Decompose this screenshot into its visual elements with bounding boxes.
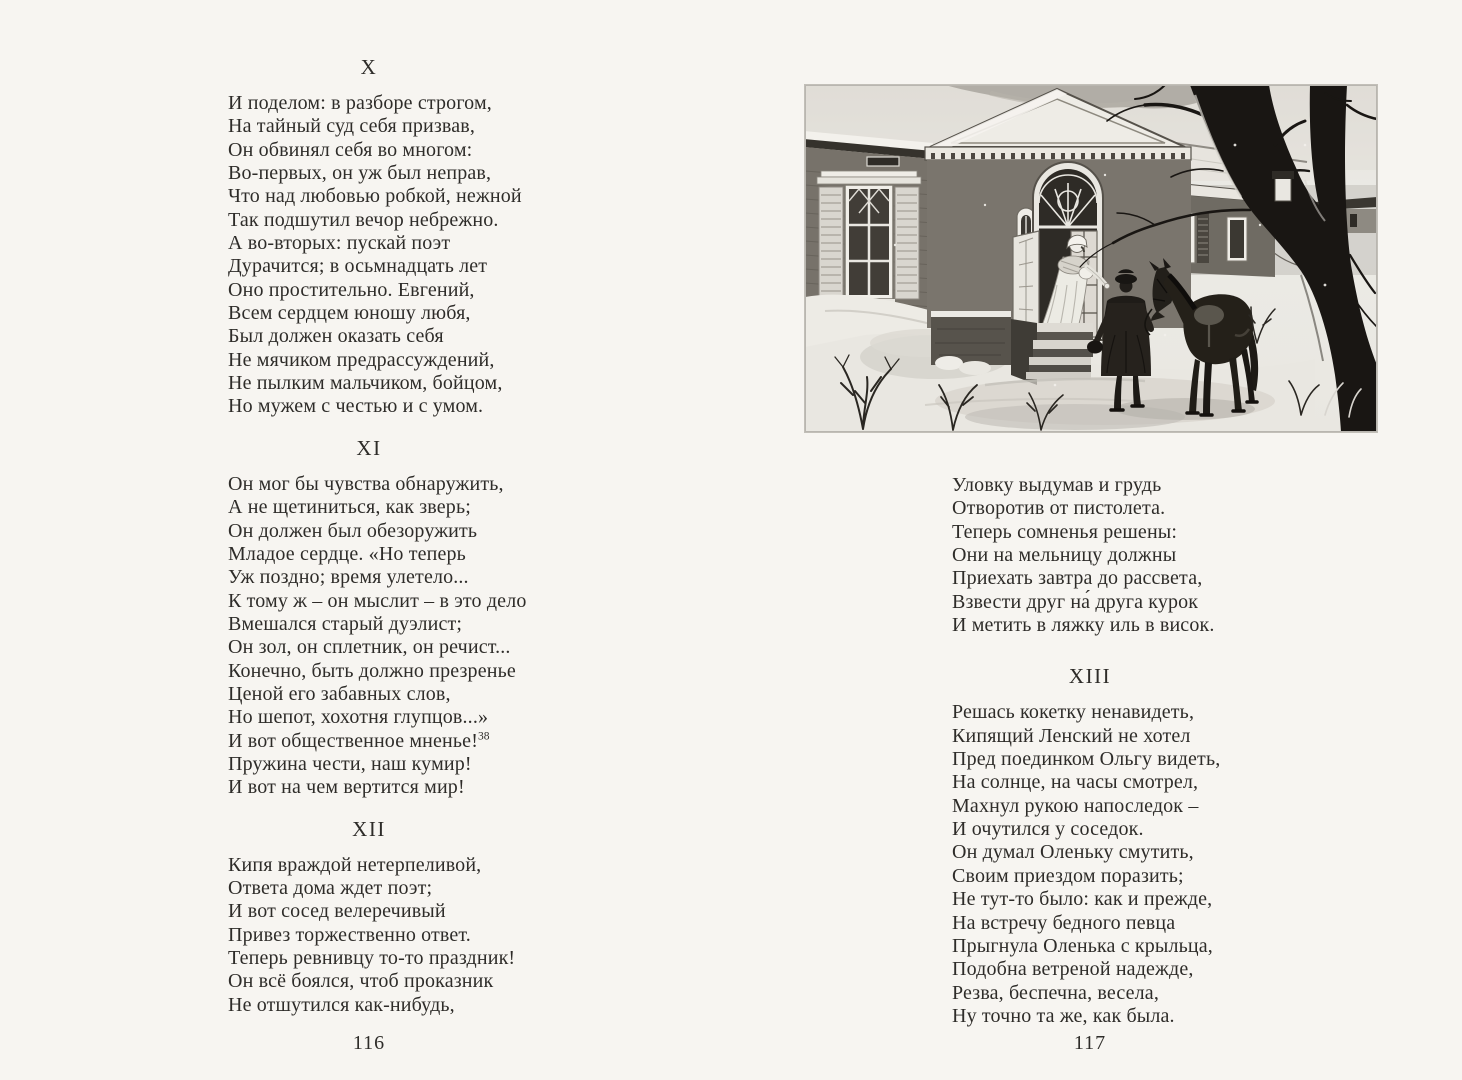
poem-line: Теперь сомненья решены: [952,520,1178,543]
poem-line: Резва, беспечна, весела, [952,981,1159,1004]
poem-line: Всем сердцем юношу любя, [228,302,471,325]
poem-line: И вот сосед велеречивый [228,900,446,923]
poem-line: Он думал Оленьку смутить, [952,841,1194,864]
poem-line: Приехать завтра до рассвета, [952,567,1203,590]
poem-line: Но шепот, хохотня глупцов...» [228,706,489,729]
poem-line: Ну точно та же, как была. [952,1004,1175,1027]
poem-line: Привез торжественно ответ. [228,923,471,946]
illustration-winter-manor-scene [805,85,1377,432]
poem-line: К тому ж – он мыслит – в это дело [228,589,527,612]
left-window [817,171,921,304]
poem-line: А не щетиниться, как зверь; [228,496,471,519]
poem-line: Уж поздно; время улетело... [228,566,469,589]
right-page-text-column [952,474,1228,1028]
page-number-left: 116 [352,1032,386,1054]
poem-line: Так подшутил вечор небрежно. [228,208,499,231]
poem-line: Был должен оказать себя [228,325,444,348]
poem-line: Кипя враждой нетерпеливой, [228,853,482,876]
poem-line: На встречу бедного певца [952,911,1176,934]
poem-line: На солнце, на часы смотрел, [952,771,1199,794]
poem-line: Своим приездом поразить; [952,864,1184,887]
poem-line: Не тут-то было: как и прежде, [952,888,1213,911]
poem-line: Пружина чести, наш кумир! [228,752,472,775]
poem-line: И очутился у соседок. [952,818,1144,841]
poem-line: Отворотив от пистолета. [952,497,1166,520]
poem-line: Решась кокетку ненавидеть, [952,701,1195,724]
poem-line: Младое сердце. «Но теперь [228,542,466,565]
poem-line: Но мужем с честью и с умом. [228,395,484,418]
poem-line: Уловку выдумав и грудь [952,474,1162,496]
poem-line: Не пылким мальчиком, бойцом, [228,372,503,395]
page-number-right: 117 [1073,1032,1107,1054]
poem-line: Пред поединком Ольгу видеть, [952,748,1221,771]
stanza-heading: X [360,55,378,79]
left-page-text-column [228,52,527,1017]
poem-line: Подобна ветреной надежде, [952,958,1194,981]
poem-line: Взвести друг на́ друга курок [952,590,1199,613]
poem-line: Что над любовью робкой, нежной [228,185,522,208]
poem-line: Не отшутился как-нибудь, [228,993,455,1016]
poem-line: Махнул рукою напоследок – [952,794,1199,817]
poem-line: Не мячиком предрассуждений, [228,348,495,371]
poem-line: И поделом: в разборе строгом, [228,92,492,114]
poem-line: Теперь ревнивцу то-то праздник! [228,947,516,969]
poem-line: А во-вторых: пускай поэт [228,232,451,255]
poem-line: На тайный суд себя призвав, [228,115,475,138]
poem-line: Они на мельницу должны [952,544,1177,567]
poem-line: Во-первых, он уж был неправ, [228,162,492,185]
poem-line: Дурачится; в осьмнадцать лет [228,255,488,278]
poem-line: Он должен был обезоружить [228,519,478,542]
poem-line: Он обвинял себя во многом: [228,138,473,161]
poem-line: Он зол, он сплетник, он речист... [228,636,511,659]
poem-line: Вмешался старый дуэлист; [228,612,463,635]
poem-line: И вот общественное мненье!$^{38}$ [228,729,490,752]
poem-line: Ответа дома ждет поэт; [228,876,433,899]
poem-line: Он мог бы чувства обнаружить, [228,472,504,495]
poem-line: Конечно, быть должно презренье [228,659,516,682]
stanza-heading: XI [356,435,382,460]
poem-line: Кипящий Ленский не хотел [952,724,1191,747]
poem-line: И вот на чем вертится мир! [228,776,465,799]
stanza-heading: XIII [1068,664,1112,689]
footnote-reference: 38 [478,729,490,742]
poem-line: Оно простительно. Евгений, [228,278,475,301]
poem-line: Ценой его забавных слов, [228,682,451,705]
poem-line: Он всё боялся, чтоб проказник [228,970,494,993]
poem-line: И метить в ляжку иль в висок. [952,614,1215,637]
stanza-heading: XII [352,816,386,841]
poem-line: Прыгнула Оленька с крыльца, [952,934,1213,957]
